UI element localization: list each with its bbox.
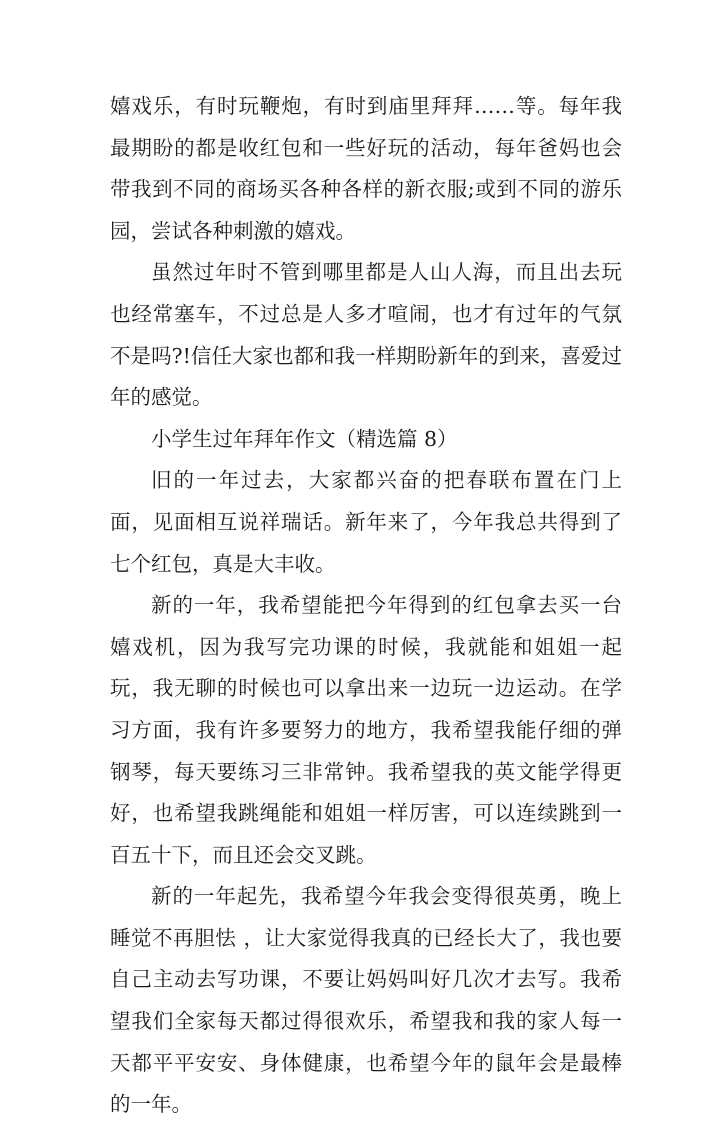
section-heading: 小学生过年拜年作文（精选篇 8）	[151, 426, 458, 451]
document-body	[110, 86, 622, 1126]
paragraph-new-year-wishes: 新的一年，我希望能把今年得到的红包拿去买一台嬉戏机，因为我写完功课的时候，我就能和姐姐一起玩，我无聊的时候也可以拿出来一边玩一边运动。在学习方面，我有许多要努力的地方，我希望我能仔细的弹钢琴，每天要练习三非常钟。我希望我的英文能学得更好，也希望我跳绳能和姐姐一样厉害，可以连续跳到一百五十下，而且还会交叉跳。	[110, 593, 622, 867]
paragraph-new-year-beginning: 新的一年起先，我希望今年我会变得很英勇，晚上睡觉不再胆怯 ，让大家觉得我真的已经长大了，我也要自己主动去写功课，不要让妈妈叫好几次才去写。我希望我们全家每天都过得很欢乐，希望我和我的家人每一天都平平安安、身体健康，也希望今年的鼠年会是最棒的一年。	[110, 884, 622, 1117]
paragraph-crowds: 虽然过年时不管到哪里都是人山人海，而且出去玩也经常塞车，不过总是人多才喧闹，也才有过年的气氛不是吗?!信任大家也都和我一样期盼新年的到来，喜爱过年的感觉。	[110, 260, 622, 410]
paragraph-old-year: 旧的一年过去，大家都兴奋的把春联布置在门上面，见面相互说祥瑞话。新年来了，今年我总共得到了七个红包，真是大丰收。	[110, 468, 622, 576]
paragraph-continuation: 嬉戏乐，有时玩鞭炮，有时到庙里拜拜……等。每年我最期盼的都是收红包和一些好玩的活动，每年爸妈也会带我到不同的商场买各种各样的新衣服;或到不同的游乐园，尝试各种刺激的嬉戏。	[110, 94, 622, 243]
